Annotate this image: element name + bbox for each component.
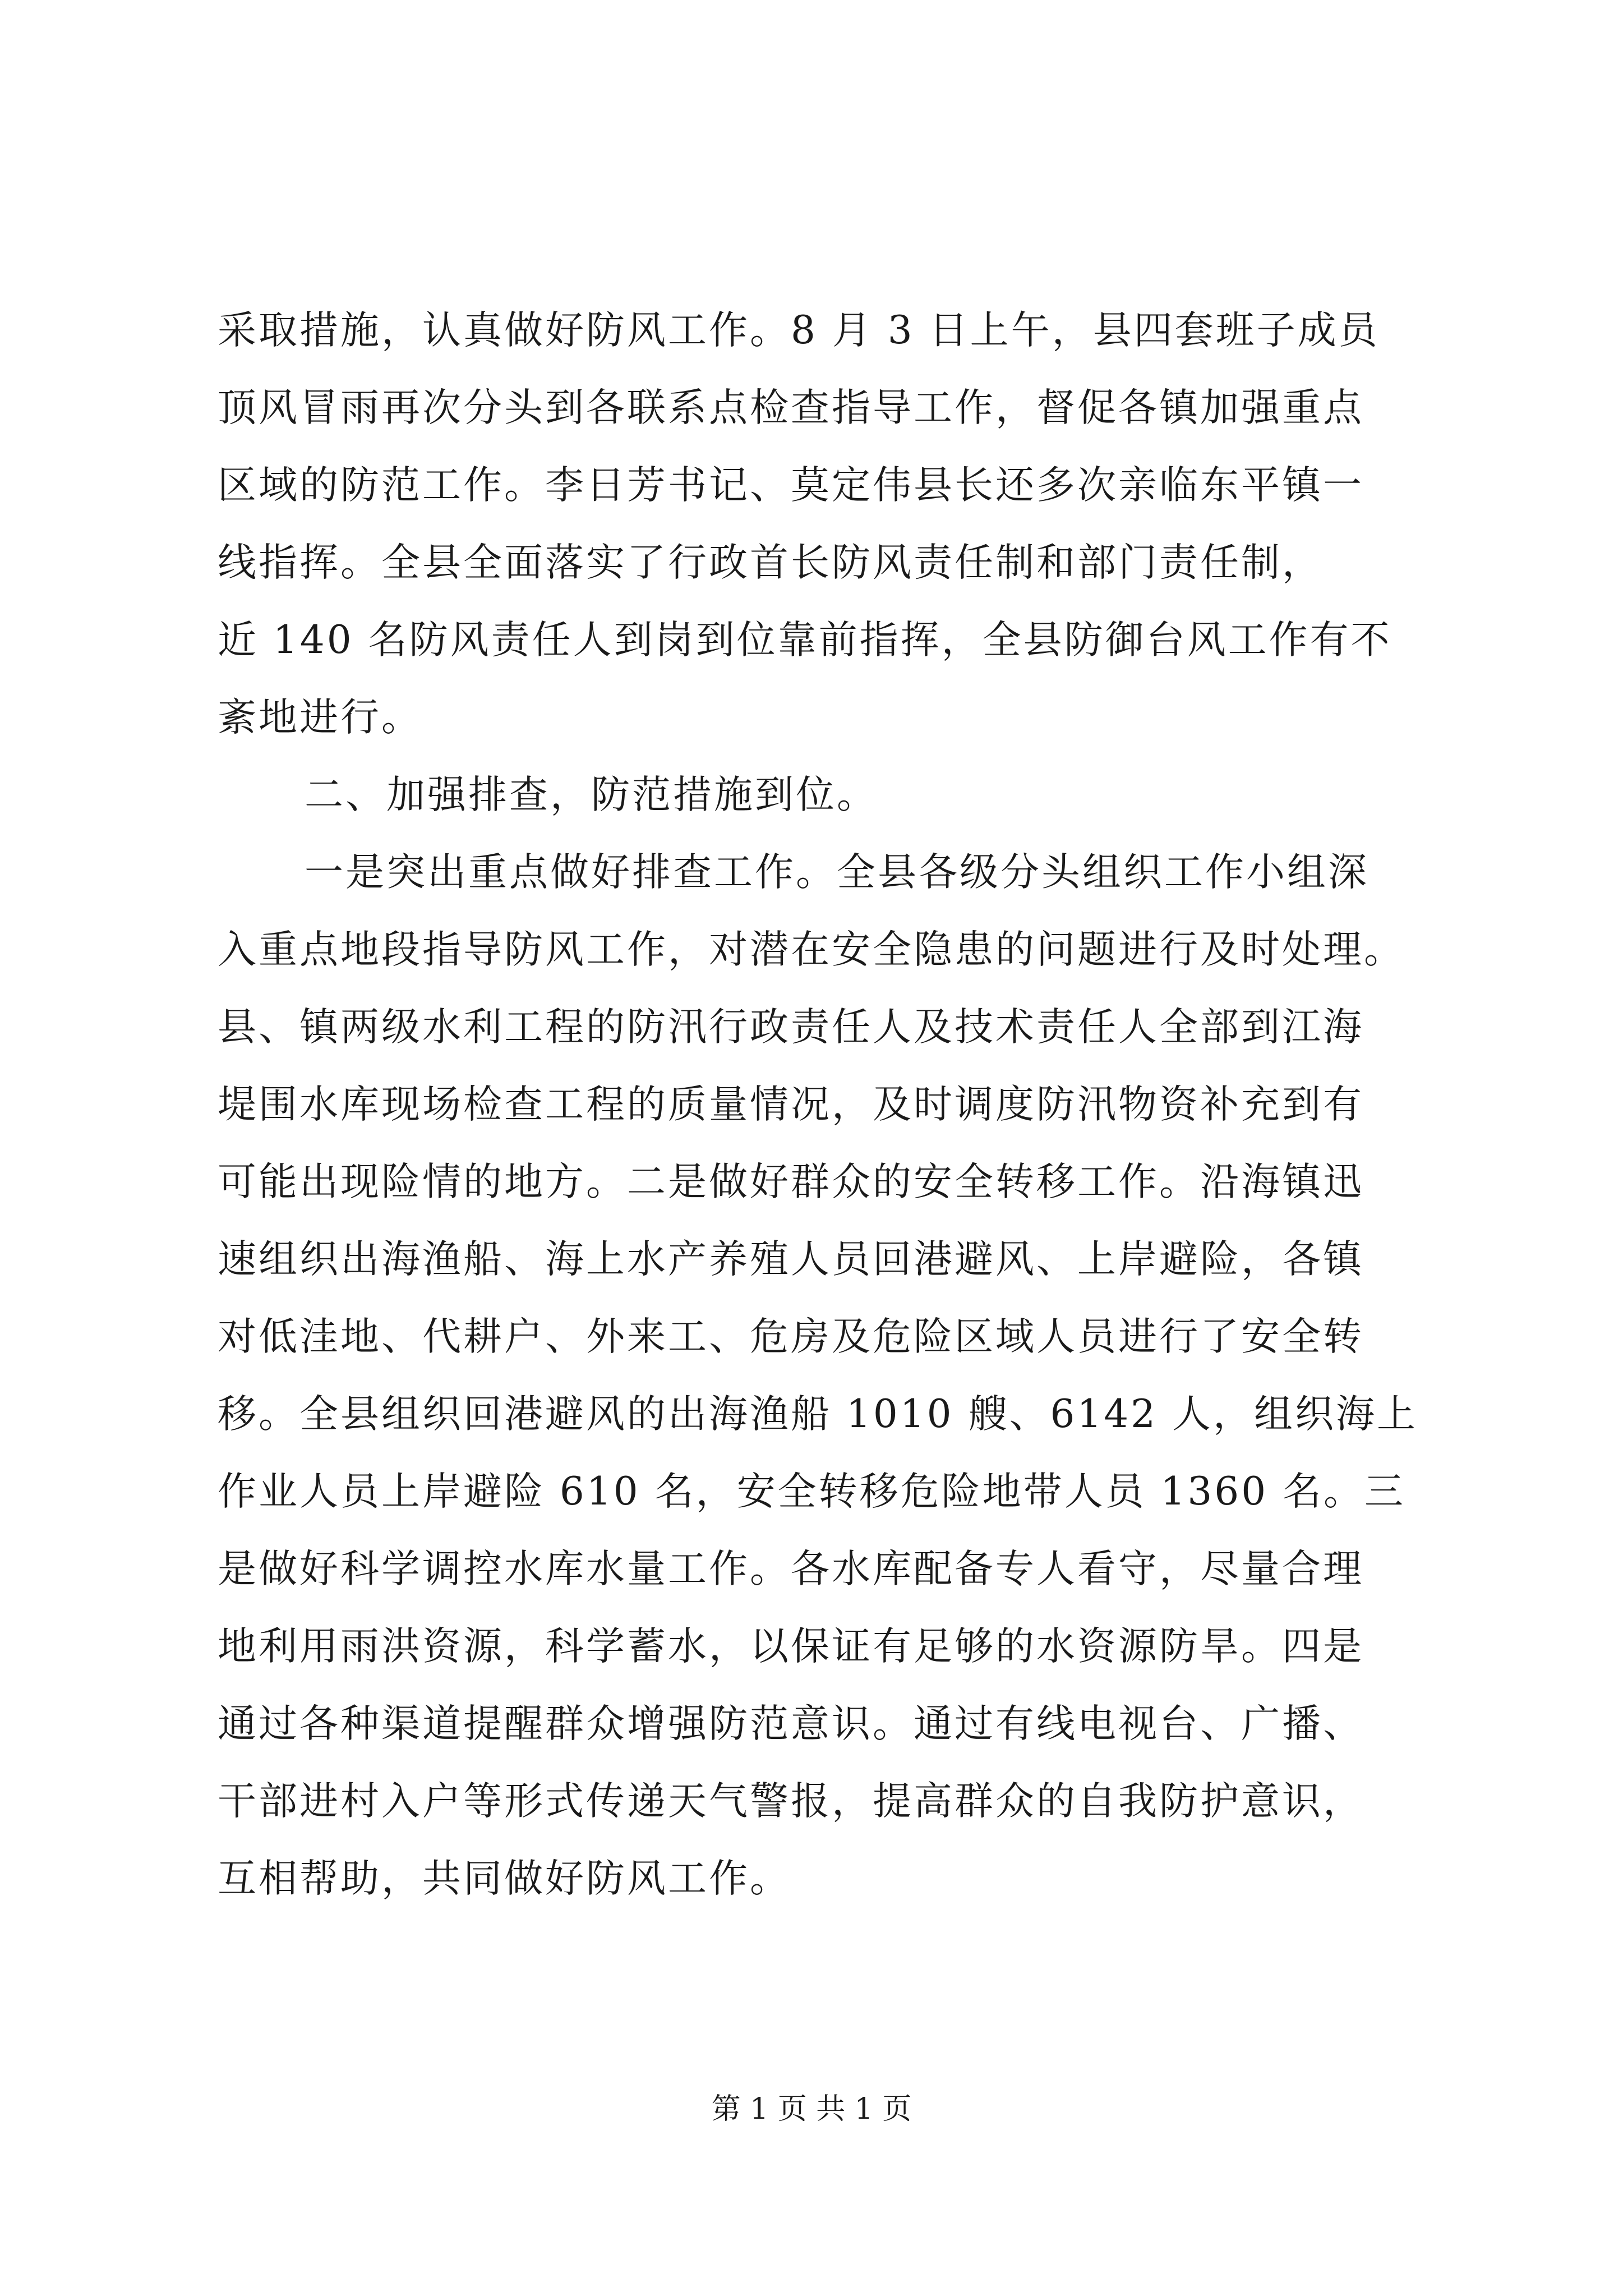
- text-line: 对低洼地、代耕户、外来工、危房及危险区域人员进行了安全转: [218, 1314, 1364, 1359]
- text-line: 区域的防范工作。李日芳书记、莫定伟县长还多次亲临东平镇一: [218, 463, 1364, 508]
- text-line: 线指挥。全县全面落实了行政首长防风责任制和部门责任制，: [218, 540, 1323, 585]
- text-line: 干部进村入户等形式传递天气警报，提高群众的自我防护意识，: [218, 1779, 1364, 1824]
- body-text: [218, 292, 1418, 1917]
- page-footer: 第 1 页 共 1 页: [711, 2092, 912, 2126]
- text-line: 可能出现险情的地方。二是做好群众的安全转移工作。沿海镇迅: [218, 1159, 1364, 1204]
- text-line: 地利用雨洪资源，科学蓄水，以保证有足够的水资源防旱。四是: [218, 1624, 1364, 1669]
- text-line: 顶风冒雨再次分头到各联系点检查指导工作，督促各镇加强重点: [218, 385, 1364, 430]
- text-line: 县、镇两级水利工程的防汛行政责任人及技术责任人全部到江海: [218, 1005, 1364, 1050]
- text-line: 移。全县组织回港避风的出海渔船 1010 艘、6142 人，组织海上: [218, 1392, 1418, 1437]
- text-line: 是做好科学调控水库水量工作。各水库配备专人看守，尽量合理: [218, 1547, 1364, 1591]
- text-line: 速组织出海渔船、海上水产养殖人员回港避风、上岸避险，各镇: [218, 1237, 1364, 1282]
- text-line: 堤围水库现场检查工程的质量情况，及时调度防汛物资补充到有: [218, 1082, 1364, 1127]
- text-line: 采取措施，认真做好防风工作。8 月 3 日上午，县四套班子成员: [218, 308, 1380, 353]
- text-line: 入重点地段指导防风工作，对潜在安全隐患的问题进行及时处理。: [218, 927, 1405, 972]
- text-line: 近 140 名防风责任人到岗到位靠前指挥，全县防御台风工作有不: [218, 618, 1392, 662]
- text-line: 紊地进行。: [218, 695, 422, 740]
- text-line: 通过各种渠道提醒群众增强防范意识。通过有线电视台、广播、: [218, 1701, 1364, 1746]
- text-line: 作业人员上岸避险 610 名，安全转移危险地带人员 1360 名。三: [218, 1469, 1406, 1514]
- text-line: 互相帮助，共同做好防风工作。: [218, 1856, 791, 1901]
- section-heading: 二、加强排查，防范措施到位。: [305, 772, 878, 817]
- paragraph-start: 一是突出重点做好排查工作。全县各级分头组织工作小组深: [305, 850, 1369, 895]
